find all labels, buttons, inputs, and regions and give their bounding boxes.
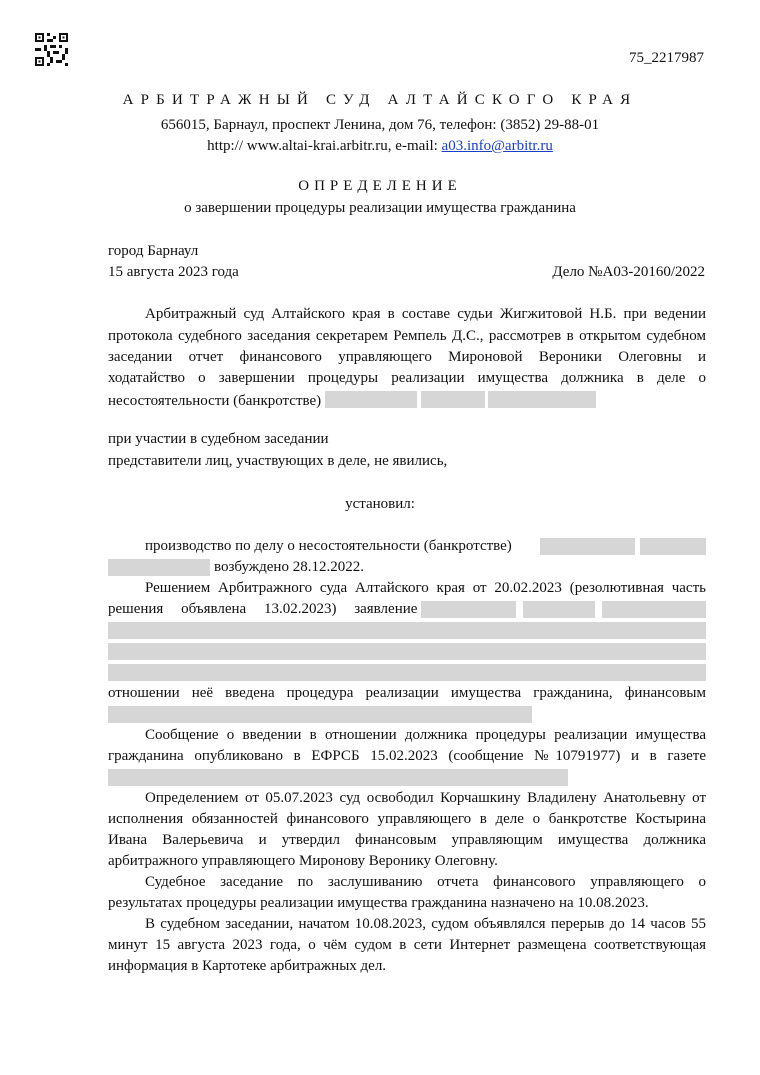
- redacted-text: [108, 664, 706, 681]
- case-number: Дело №А03-20160/2022: [552, 264, 705, 280]
- redacted-text: [640, 538, 706, 555]
- body-line: возбуждено 28.12.2022.: [214, 559, 364, 575]
- participation-line: при участии в судебном заседании: [108, 431, 329, 447]
- body-line: исполнения обязанностей финансового управляющего в деле о банкротстве Костырина: [108, 811, 706, 827]
- intro-line: Арбитражный суд Алтайского края в составе судьи Жигжитовой Н.Б. при ведении: [145, 306, 706, 322]
- document-id: 75_2217987: [629, 50, 704, 66]
- intro-line: заседании отчет финансового управляющего Мироновой Вероники Олеговны и: [108, 349, 706, 365]
- body-line: информация в Картотеке арбитражных дел.: [108, 958, 387, 974]
- redacted-text: [421, 601, 516, 618]
- redacted-text: [325, 391, 417, 408]
- body-line: Судебное заседание по заслушиванию отчета финансового управляющего о: [145, 874, 706, 890]
- body-line: гражданина опубликовано в ЕФРСБ 15.02.2023 (сообщение №10791977) и в газете: [108, 748, 706, 764]
- body-line: решения объявлена 13.02.2023) заявление: [108, 601, 418, 617]
- redacted-text: [540, 538, 635, 555]
- body-line: минут 15 августа 2023 года, о чём судом в сети Интернет размещена соответствующая: [108, 937, 706, 953]
- court-name: АРБИТРАЖНЫЙ СУД АЛТАЙСКОГО КРАЯ: [122, 92, 638, 108]
- intro-line: протокола судебного заседания секретарем Ремпель Д.С., рассмотрев в открытом судебном: [108, 328, 706, 344]
- court-email-link[interactable]: a03.info@arbitr.ru: [441, 138, 553, 154]
- redacted-text: [421, 391, 485, 408]
- court-address: 656015, Барнаул, проспект Ленина, дом 76, телефон: (3852) 29-88-01: [160, 117, 600, 133]
- place: город Барнаул: [108, 243, 199, 259]
- court-contacts: [0, 138, 760, 155]
- redacted-text: [108, 643, 706, 660]
- redacted-text: [602, 601, 706, 618]
- body-line: Решением Арбитражного суда Алтайского края от 20.02.2023 (резолютивная часть: [145, 580, 706, 596]
- date: 15 августа 2023 года: [108, 264, 239, 280]
- body-line: В судебном заседании, начатом 10.08.2023, судом объявлялся перерыв до 14 часов 55: [145, 916, 706, 932]
- body-line: результатах процедуры реализации имущества гражданина назначено на 10.08.2023.: [108, 895, 649, 911]
- body-line: Сообщение о введении в отношении должника процедуры реализации имущества: [145, 727, 706, 743]
- court-website: http:// www.altai-krai.arbitr.ru, e-mail:: [207, 138, 442, 154]
- document-subtitle: о завершении процедуры реализации имущества гражданина: [184, 200, 576, 216]
- redacted-text: [108, 559, 210, 576]
- established-heading: установил:: [345, 496, 415, 512]
- body-line: Определением от 05.07.2023 суд освободил Корчашкину Владилену Анатольевну от: [145, 790, 706, 806]
- redacted-text: [108, 706, 532, 723]
- intro-line-text: несостоятельности (банкротстве): [108, 393, 322, 409]
- intro-line: ходатайство о завершении процедуры реализации имущества должника в деле о: [108, 370, 706, 386]
- document-type: ОПРЕДЕЛЕНИЕ: [298, 178, 462, 194]
- intro-line: [108, 391, 706, 410]
- redacted-text: [488, 391, 596, 408]
- qr-code-icon: [35, 33, 68, 66]
- redacted-text: [108, 769, 568, 786]
- redacted-text: [108, 622, 706, 639]
- redacted-text: [523, 601, 595, 618]
- body-line: арбитражного управляющего Миронову Веронику Олеговну.: [108, 853, 498, 869]
- body-line: производство по делу о несостоятельности (банкротстве): [145, 538, 512, 554]
- body-line: отношении неё введена процедура реализации имущества гражданина, финансовым: [108, 685, 706, 701]
- body-line: Ивана Валерьевича и утвердил финансовым управляющим имущества должника: [108, 832, 706, 848]
- participation-line: представители лиц, участвующих в деле, не явились,: [108, 453, 448, 469]
